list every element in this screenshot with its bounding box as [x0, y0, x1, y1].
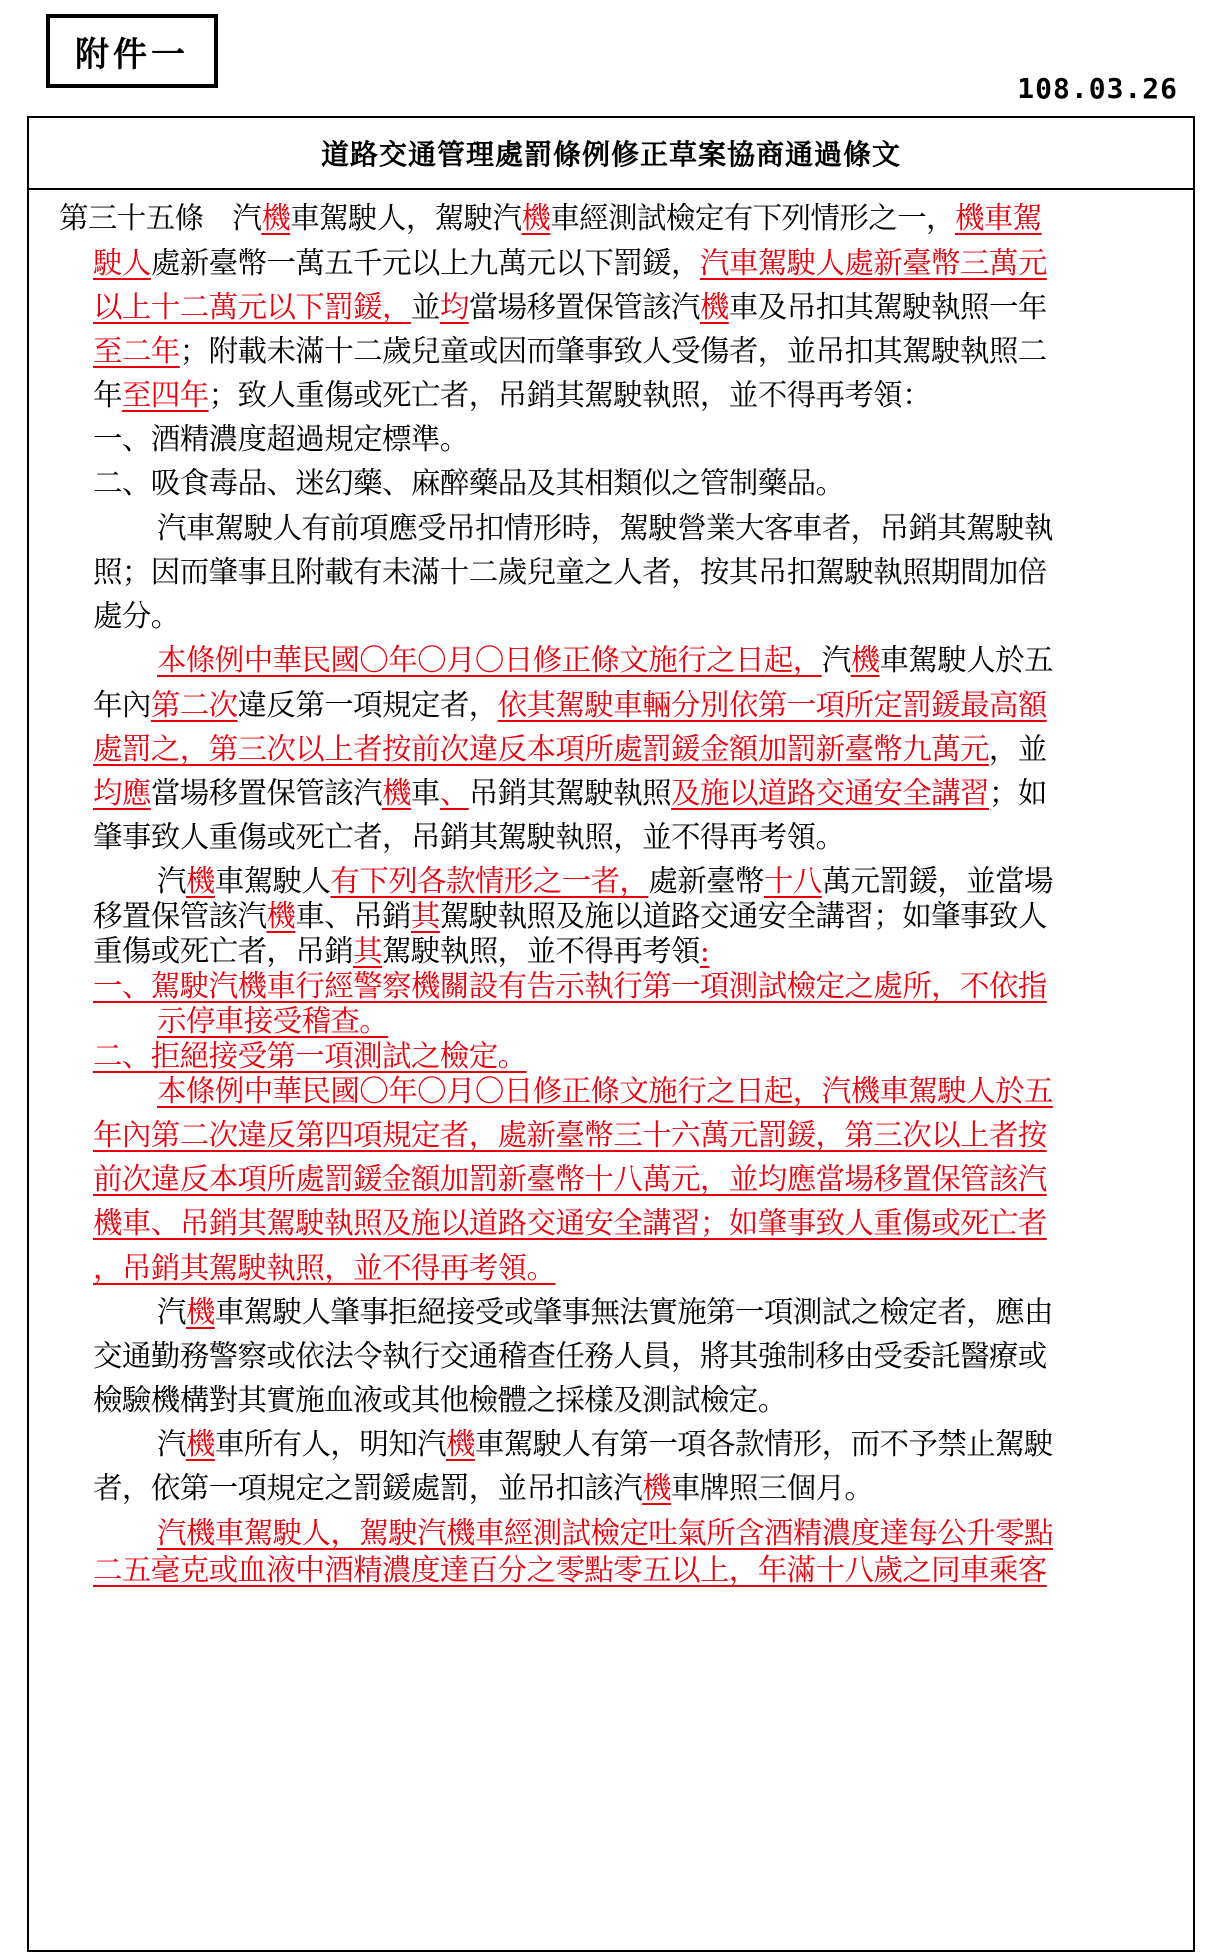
original-text: 車駕駛人，駕駛汽 — [290, 201, 522, 235]
annex-label: 附件一 — [46, 14, 218, 88]
original-text: 照；因而肇事且附載有未滿十二歲兒童之人者，按其吊扣駕駛執照期間加倍 — [93, 555, 1047, 589]
amended-text: 機 — [850, 643, 880, 677]
original-text: 車、吊銷 — [295, 899, 411, 933]
amended-text: 均應 — [93, 776, 151, 810]
original-text: 重傷或死亡者，吊銷 — [93, 934, 354, 968]
original-text: 汽 — [157, 864, 186, 898]
article-line — [93, 685, 1047, 725]
original-text: 者，依第一項規定之罰鍰處罰，並吊扣該汽 — [93, 1471, 643, 1505]
article-line — [93, 375, 931, 415]
amended-text: 汽機車駕駛人，駕駛汽機車經測試檢定吐氣所含酒精濃度達每公升零點 — [157, 1516, 1053, 1550]
article-line — [93, 1115, 1047, 1155]
original-text: 處新臺幣一萬五千元以上九萬元以下罰鍰， — [150, 246, 700, 280]
original-text: 年 — [93, 378, 122, 412]
original-text: 吊銷其駕駛執照 — [468, 776, 672, 810]
article-line — [157, 1424, 1053, 1464]
amended-text: 第二次 — [150, 688, 238, 722]
amended-text: 機 — [382, 776, 411, 810]
amended-text: 均 — [439, 290, 469, 324]
original-text: 車駕駛人有第一項各款情形，而不予禁止駕駛 — [474, 1427, 1053, 1461]
amended-text: 本條例中華民國〇年〇月〇日修正條文施行之日起， — [157, 643, 822, 677]
article-line — [157, 1071, 1053, 1111]
original-text: 駕駛執照，並不得再考領 — [382, 934, 700, 968]
amended-text: 前次違反本項所處罰鍰金額加罰新臺幣十八萬元，並均應當場移置保管該汽 — [93, 1162, 1047, 1196]
original-text: 車經測試檢定有下列情形之一， — [550, 201, 955, 235]
article-line — [157, 861, 1053, 901]
amended-text: 其 — [410, 899, 440, 933]
article-line — [157, 640, 1053, 680]
original-text: 車駕駛人 — [214, 864, 331, 898]
amended-text: 機 — [185, 1427, 215, 1461]
original-text: 移置保管該汽 — [93, 899, 267, 933]
original-text: 汽車駕駛人有前項應受吊扣情形時，駕駛營業大客車者，吊銷其駕駛執 — [157, 511, 1053, 545]
article-line — [157, 1513, 1053, 1553]
amended-text: 依其駕駛車輛分別依第一項所定罰鍰最高額 — [497, 688, 1047, 722]
original-text: ；如 — [988, 776, 1047, 810]
original-text: 車駕駛人肇事拒絕接受或肇事無法實施第一項測試之檢定者，應由 — [214, 1295, 1053, 1329]
original-text: 處新臺幣 — [648, 864, 764, 898]
article-line — [93, 331, 1047, 371]
original-text: 並 — [410, 290, 440, 324]
amended-text: 至二年 — [93, 334, 180, 368]
original-text: 車駕駛人於五 — [879, 643, 1053, 677]
original-text: ；附載未滿十二歲兒童或因而肇事致人受傷者，並吊扣其駕駛執照二 — [179, 334, 1047, 368]
amended-text: 機 — [266, 899, 296, 933]
original-text: 年內 — [93, 688, 151, 722]
article-line — [93, 1550, 1047, 1590]
amended-text: 處罰之，第三次以上者按前次違反本項所處罰鍰金額加罰新臺幣九萬元 — [93, 732, 989, 766]
original-text: 肇事致人重傷或死亡者，吊銷其駕駛執照，並不得再考領。 — [93, 820, 845, 854]
amended-text: 機 — [185, 864, 215, 898]
article-line — [93, 596, 180, 636]
amended-text: 二、拒絕接受第一項測試之檢定。 — [93, 1039, 527, 1073]
original-text: 車 — [410, 776, 440, 810]
amended-text: 至四年 — [121, 378, 209, 412]
article-line — [59, 198, 1042, 238]
amended-text: 年內第二次違反第四項規定者，處新臺幣三十六萬元罰鍰，第三次以上者按 — [93, 1118, 1047, 1152]
amended-text: : — [699, 934, 710, 968]
amended-text: 示停車接受稽查。 — [157, 1004, 389, 1038]
original-text: 當場移置保管該汽 — [468, 290, 700, 324]
original-text: 違反第一項規定者， — [237, 688, 498, 722]
article-line — [157, 508, 1053, 548]
amended-text: 機 — [699, 290, 729, 324]
original-text: 第三十五條 汽 — [59, 201, 262, 235]
article-frame — [27, 116, 1195, 1952]
article-line — [93, 966, 1047, 1006]
amended-text: ，吊銷其駕駛執照，並不得再考領。 — [93, 1251, 556, 1285]
article-line — [93, 729, 1047, 769]
amended-text: 機 — [261, 201, 291, 235]
original-text: 二、吸食毒品、迷幻藥、麻醉藥品及其相類似之管制藥品。 — [93, 466, 845, 500]
article-line — [93, 1159, 1047, 1199]
original-text: ；致人重傷或死亡者，吊銷其駕駛執照，並不得再考領： — [208, 378, 932, 412]
article-line — [93, 1336, 1047, 1376]
article-line — [93, 1248, 555, 1288]
document-title: 道路交通管理處罰條例修正草案協商通過條文 — [29, 118, 1193, 190]
article-line — [93, 1380, 787, 1420]
amended-text: 本條例中華民國〇年〇月〇日修正條文施行之日起，汽機車駕駛人於五 — [157, 1074, 1053, 1108]
amended-text: 機 — [521, 201, 551, 235]
amended-text: 機車駕 — [954, 201, 1042, 235]
original-text: 車及吊扣其駕駛執照一年 — [728, 290, 1047, 324]
original-text: 當場移置保管該汽 — [150, 776, 383, 810]
article-line — [157, 1001, 388, 1041]
amended-text: 機 — [185, 1295, 215, 1329]
amended-text: 機 — [446, 1427, 475, 1461]
document-date: 108.03.26 — [1017, 72, 1178, 105]
article-line — [157, 1292, 1053, 1332]
article-line — [93, 1203, 1047, 1243]
amended-text: 十八 — [763, 864, 822, 898]
article-line — [93, 287, 1047, 327]
original-text: 車所有人，明知汽 — [214, 1427, 447, 1461]
article-line — [93, 817, 844, 857]
original-text: 萬元罰鍰，並當場 — [821, 864, 1053, 898]
original-text: 駕駛執照及施以道路交通安全講習；如肇事致人 — [439, 899, 1047, 933]
article-line — [93, 1468, 873, 1508]
original-text: 汽 — [157, 1295, 186, 1329]
original-text: 檢驗機構對其實施血液或其他檢體之採樣及測試檢定。 — [93, 1383, 787, 1417]
original-text: 汽 — [157, 1427, 186, 1461]
amended-text: 有下列各款情形之一者， — [330, 864, 649, 898]
original-text: 一、酒精濃度超過規定標準。 — [93, 422, 469, 456]
amended-text: 、 — [439, 776, 469, 810]
article-line — [93, 1036, 527, 1076]
amended-text: 機 — [642, 1471, 672, 1505]
article-line — [93, 552, 1047, 592]
article-line — [93, 931, 709, 971]
amended-text: 以上十二萬元以下罰鍰， — [93, 290, 411, 324]
article-line — [93, 773, 1047, 813]
original-text: 交通勤務警察或依法令執行交通稽查任務人員，將其強制移由受委託醫療或 — [93, 1339, 1047, 1373]
article-line — [93, 243, 1047, 283]
amended-text: 二五毫克或血液中酒精濃度達百分之零點零五以上，年滿十八歲之同車乘客 — [93, 1553, 1047, 1587]
original-text: 汽 — [821, 643, 851, 677]
article-line — [93, 896, 1047, 936]
original-text: 車牌照三個月。 — [671, 1471, 874, 1505]
amended-text: 及施以道路交通安全講習 — [671, 776, 989, 810]
amended-text: 駛人 — [93, 246, 151, 280]
amended-text: 一、駕駛汽機車行經警察機關設有告示執行第一項測試檢定之處所，不依指 — [93, 969, 1047, 1003]
original-text: 處分。 — [93, 599, 180, 633]
amended-text: 汽車駕駛人處新臺幣三萬元 — [699, 246, 1047, 280]
article-line — [93, 463, 844, 503]
amended-text: 其 — [353, 934, 383, 968]
original-text: ，並 — [988, 732, 1047, 766]
article-line — [93, 419, 469, 459]
amended-text: 機車、吊銷其駕駛執照及施以道路交通安全講習；如肇事致人重傷或死亡者 — [93, 1206, 1047, 1240]
